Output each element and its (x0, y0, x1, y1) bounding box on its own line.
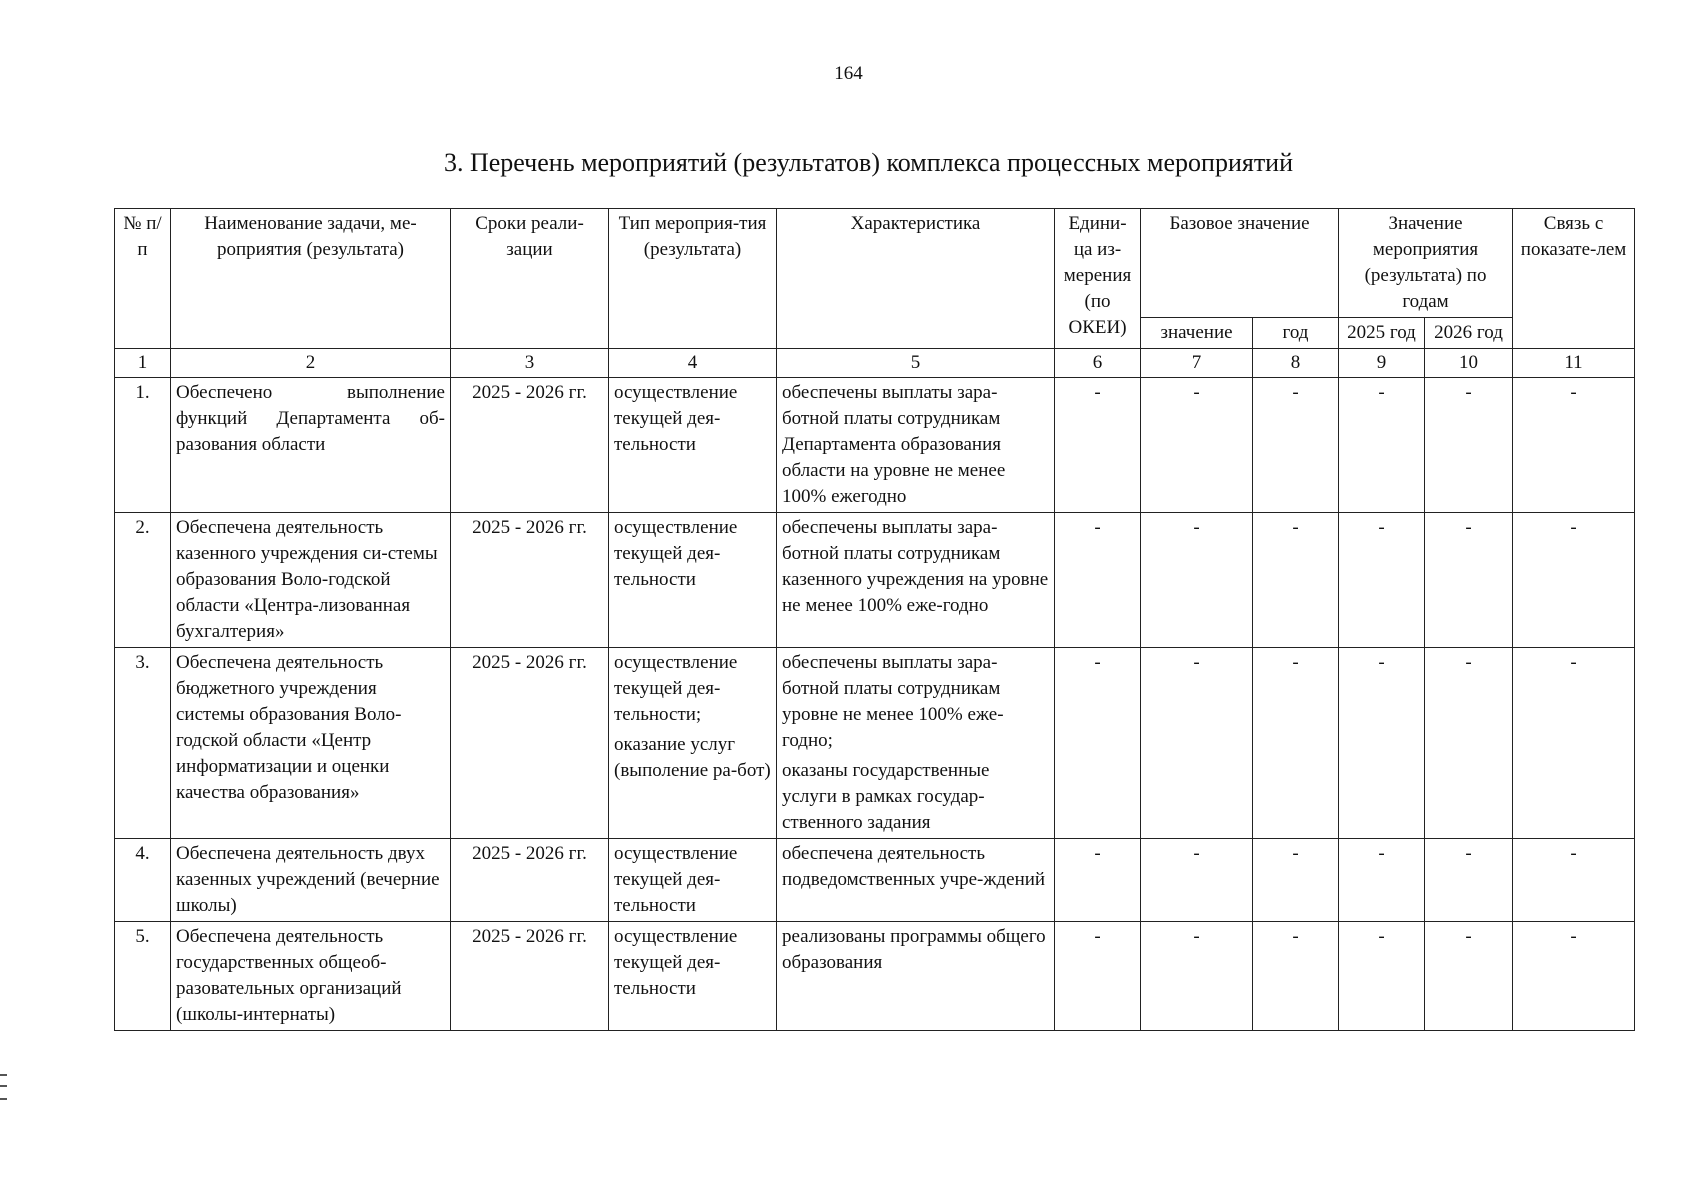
row-type-text: осуществление текущей дея-тельности (614, 926, 738, 999)
row-type (609, 513, 777, 648)
row-characteristic (777, 922, 1055, 1031)
header-year-2025: 2025 год (1339, 318, 1425, 349)
row-characteristic-text: обеспечена деятельность подведомственных учре-ждений (782, 843, 1046, 890)
row-base-year: - (1253, 839, 1339, 922)
column-number: 2 (171, 349, 451, 378)
row-base-value: - (1141, 648, 1253, 839)
row-unit: - (1055, 513, 1141, 648)
header-year-2026: 2026 год (1425, 318, 1513, 349)
row-base-value: - (1141, 922, 1253, 1031)
header-base-value-value: значение (1141, 318, 1253, 349)
row-base-value: - (1141, 378, 1253, 513)
column-numbers-row (115, 349, 1635, 378)
row-terms: 2025 - 2026 гг. (451, 378, 609, 513)
page-number: 164 (834, 63, 863, 84)
row-type-text: осуществление текущей дея-тельности (614, 843, 738, 916)
row-terms: 2025 - 2026 гг. (451, 922, 609, 1031)
row-characteristic-text: обеспечены выплаты зара-ботной платы сотрудникам Департамента образования области на уровне не менее 100% ежегодно (782, 382, 1006, 507)
column-number: 4 (609, 349, 777, 378)
row-num: 5. (115, 922, 171, 1031)
row-name: Обеспечено выполнение функций Департамента об-разования области (171, 378, 451, 513)
row-unit: - (1055, 922, 1141, 1031)
row-value-2025: - (1339, 513, 1425, 648)
column-number: 8 (1253, 349, 1339, 378)
row-type (609, 839, 777, 922)
row-characteristic-extra-text: оказаны государственные услуги в рамках государ-ственного задания (782, 760, 990, 833)
row-link: - (1513, 648, 1635, 839)
row-type (609, 648, 777, 839)
row-base-year: - (1253, 513, 1339, 648)
events-table (114, 208, 1635, 1031)
row-unit: - (1055, 648, 1141, 839)
row-value-2026: - (1425, 839, 1513, 922)
column-number: 1 (115, 349, 171, 378)
row-base-value: - (1141, 839, 1253, 922)
header-terms: Сроки реали-зации (451, 209, 609, 349)
row-value-2025: - (1339, 378, 1425, 513)
row-name: Обеспечена деятельность бюджетного учреждения системы образования Воло-годской области «Центр информатизации и оценки качества образования» (171, 648, 451, 839)
row-name: Обеспечена деятельность государственных общеоб-разовательных организаций (школы-интернаты) (171, 922, 451, 1031)
row-terms: 2025 - 2026 гг. (451, 513, 609, 648)
header-unit: Едини-ца из-мерения (по ОКЕИ) (1055, 209, 1141, 349)
row-type-extra-text: оказание услуг (выполение ра-бот) (614, 734, 771, 781)
row-type-text: осуществление текущей дея-тельности (614, 382, 738, 455)
row-type (609, 922, 777, 1031)
header-base-value-year: год (1253, 318, 1339, 349)
header-link: Связь с показате-лем (1513, 209, 1635, 349)
row-base-year: - (1253, 922, 1339, 1031)
row-characteristic-text: обеспечены выплаты зара-ботной платы сотрудникам казенного учреждения на уровне не менее 100% еже-годно (782, 517, 1049, 616)
row-characteristic (777, 513, 1055, 648)
row-terms: 2025 - 2026 гг. (451, 648, 609, 839)
row-value-2026: - (1425, 378, 1513, 513)
section-title: 3. Перечень мероприятий (результатов) комплекса процессных мероприятий (443, 148, 1294, 177)
table-row (115, 513, 1635, 648)
row-base-year: - (1253, 378, 1339, 513)
row-num: 1. (115, 378, 171, 513)
row-num: 3. (115, 648, 171, 839)
row-unit: - (1055, 378, 1141, 513)
table-row (115, 922, 1635, 1031)
column-number: 3 (451, 349, 609, 378)
header-num: № п/п (115, 209, 171, 349)
table-row (115, 648, 1635, 839)
column-number: 9 (1339, 349, 1425, 378)
row-value-2025: - (1339, 648, 1425, 839)
row-link: - (1513, 922, 1635, 1031)
column-number: 11 (1513, 349, 1635, 378)
row-terms: 2025 - 2026 гг. (451, 839, 609, 922)
row-name: Обеспечена деятельность двух казенных учреждений (вечерние школы) (171, 839, 451, 922)
row-value-2026: - (1425, 922, 1513, 1031)
row-type-text: осуществление текущей дея-тельности; (614, 652, 738, 725)
row-type-text: осуществление текущей дея-тельности (614, 517, 738, 590)
row-base-year: - (1253, 648, 1339, 839)
header-base-value: Базовое значение (1141, 209, 1339, 318)
row-characteristic-text: обеспечены выплаты зара-ботной платы сотрудникам уровне не менее 100% еже-годно; (782, 652, 1004, 751)
column-number: 10 (1425, 349, 1513, 378)
row-value-2025: - (1339, 839, 1425, 922)
header-event-value: Значение мероприятия (результата) по годам (1339, 209, 1513, 318)
column-number: 5 (777, 349, 1055, 378)
row-link: - (1513, 513, 1635, 648)
column-number: 7 (1141, 349, 1253, 378)
row-num: 2. (115, 513, 171, 648)
margin-scan-mark (0, 1074, 7, 1100)
row-value-2026: - (1425, 648, 1513, 839)
row-type (609, 378, 777, 513)
column-number: 6 (1055, 349, 1141, 378)
row-link: - (1513, 378, 1635, 513)
row-characteristic-text: реализованы программы общего образования (782, 926, 1046, 973)
header-characteristic: Характеристика (777, 209, 1055, 349)
header-type: Тип мероприя-тия (результата) (609, 209, 777, 349)
row-name: Обеспечена деятельность казенного учреждения си-стемы образования Воло-годской области «Центра-лизованная бухгалтерия» (171, 513, 451, 648)
row-characteristic (777, 378, 1055, 513)
row-characteristic (777, 648, 1055, 839)
table-row (115, 378, 1635, 513)
table-row (115, 839, 1635, 922)
header-row (115, 209, 1635, 318)
row-base-value: - (1141, 513, 1253, 648)
row-unit: - (1055, 839, 1141, 922)
row-link: - (1513, 839, 1635, 922)
row-value-2025: - (1339, 922, 1425, 1031)
row-characteristic (777, 839, 1055, 922)
row-num: 4. (115, 839, 171, 922)
header-name: Наименование задачи, ме-роприятия (результата) (171, 209, 451, 349)
row-value-2026: - (1425, 513, 1513, 648)
